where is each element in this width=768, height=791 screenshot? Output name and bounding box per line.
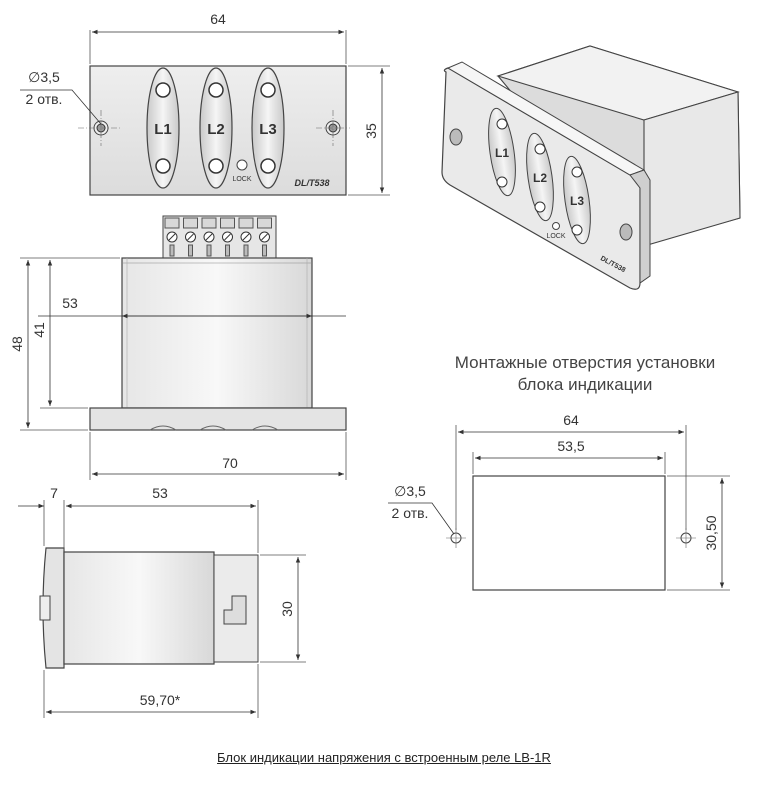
caption: Блок индикации напряжения с встроенным реле LB-1R: [217, 750, 551, 765]
mount-hole-count: 2 отв.: [391, 505, 429, 521]
front-hole-diameter: ∅3,5: [28, 69, 60, 85]
dim-bottom-height: 30: [279, 601, 295, 617]
mounting-heading: [400, 352, 768, 396]
led-oval-l1: [147, 68, 179, 188]
iso-lock-label: LOCK: [546, 233, 566, 240]
lock-label: LOCK: [232, 176, 252, 183]
mounting-heading-line2: блока индикации: [517, 375, 653, 394]
dim-side-total-height: 48: [9, 336, 25, 352]
lock-indicator: [237, 160, 247, 170]
bottom-view: [18, 485, 306, 718]
dim-bottom-flange: 7: [50, 485, 58, 501]
dim-side-base-width: 70: [222, 455, 238, 471]
mounting-heading-line1: Монтажные отверстия установки: [454, 353, 716, 372]
led-label-l1: L1: [154, 121, 172, 138]
iso-view: [442, 46, 740, 289]
led-label-l3: L3: [259, 121, 277, 138]
iso-label-l2: L2: [532, 171, 548, 185]
led-oval-l3: [252, 68, 284, 188]
iso-label-l3: L3: [569, 194, 585, 208]
mount-hole-diameter: ∅3,5: [394, 483, 426, 499]
side-view: [9, 216, 346, 480]
dim-bottom-depth: 53: [152, 485, 168, 501]
mounting-cutout: [388, 412, 730, 590]
dim-side-body-height: 41: [31, 322, 47, 338]
bottom-body: [64, 552, 214, 664]
iso-label-l1: L1: [494, 146, 510, 160]
dim-front-height: 35: [363, 123, 379, 139]
iso-model-label: DL/T538: [599, 255, 627, 275]
dim-front-width: 64: [210, 11, 226, 27]
dim-bottom-total: 59,70*: [139, 692, 181, 708]
dim-mount-outer: 64: [563, 412, 579, 428]
dim-mount-cutout-height: 30,50: [703, 515, 719, 551]
side-body: [122, 258, 312, 408]
led-label-l2: L2: [207, 121, 225, 138]
terminal-block: [163, 216, 276, 258]
front-hole-count: 2 отв.: [25, 91, 63, 107]
cutout-rect: [473, 476, 665, 590]
dim-mount-cutout-width: 53,5: [557, 438, 585, 454]
dim-side-depth: 53: [62, 295, 78, 311]
front-view: [20, 11, 390, 195]
led-oval-l2: [200, 68, 232, 188]
model-label: DL/T538: [294, 178, 330, 188]
